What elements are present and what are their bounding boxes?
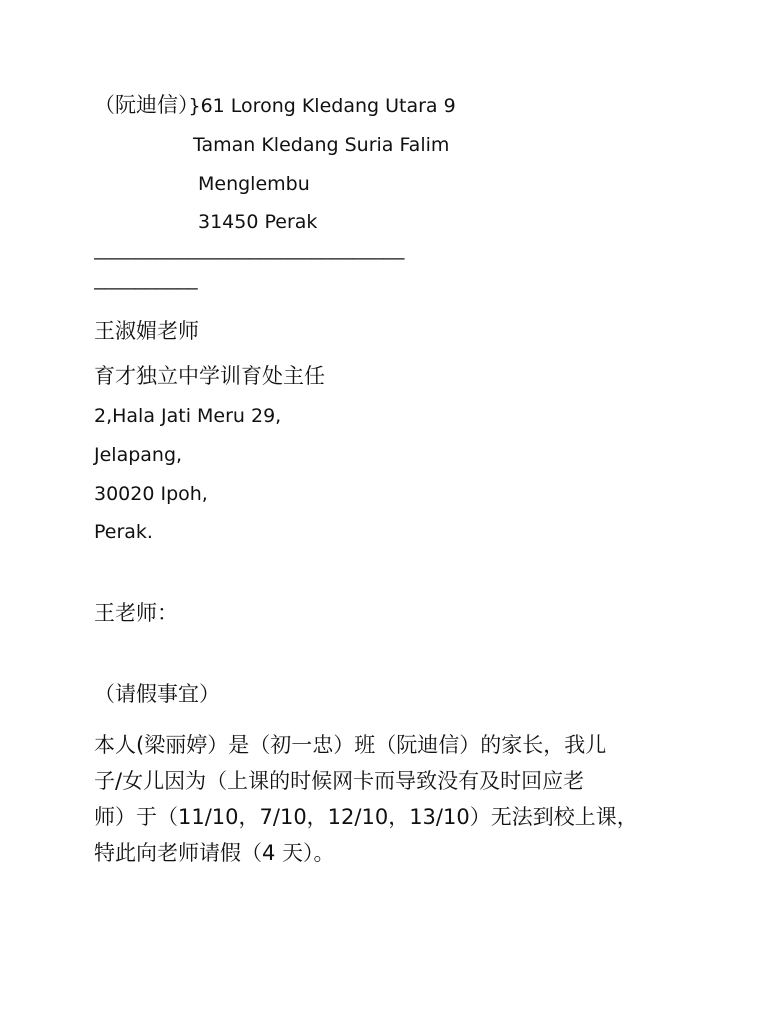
recipient-title: 育才独立中学训育处主任: [94, 364, 325, 388]
body-line-1: 本人(梁丽婷）是（初一忠）班（阮迪信）的家长，我儿: [94, 733, 607, 757]
recipient-address-line4: Perak.: [94, 521, 153, 543]
recipient-address-line3: 30020 Ipoh,: [94, 483, 208, 505]
separator-line-1: ——————————————————————————————: [94, 248, 405, 269]
salutation: 王老师：: [94, 601, 178, 625]
body-line-2: 子/女儿因为（上课的时候网卡而导致没有及时回应老: [94, 769, 585, 793]
recipient-name: 王淑媚老师: [94, 319, 199, 343]
sender-line: [94, 95, 456, 116]
sender-name: （阮迪信）: [94, 93, 189, 117]
sender-address-line1: }61 Lorong Kledang Utara 9: [188, 95, 456, 117]
sender-address-line4: 31450 Perak: [198, 211, 318, 233]
sender-address-line3: Menglembu: [198, 173, 310, 195]
recipient-address-line2: Jelapang,: [94, 444, 183, 466]
body-line-3: 师）于（11/10，7/10，12/10，13/10）无法到校上课，: [94, 805, 638, 829]
sender-address-line2: Taman Kledang Suria Falim: [193, 134, 450, 156]
recipient-address-line1: 2,Hala Jati Meru 29,: [94, 405, 282, 427]
subject-line: （请假事宜）: [94, 682, 220, 706]
separator-line-2: ——————————: [94, 278, 198, 299]
body-paragraph: [94, 727, 664, 871]
body-line-4: 特此向老师请假（4 天）。: [94, 841, 335, 865]
